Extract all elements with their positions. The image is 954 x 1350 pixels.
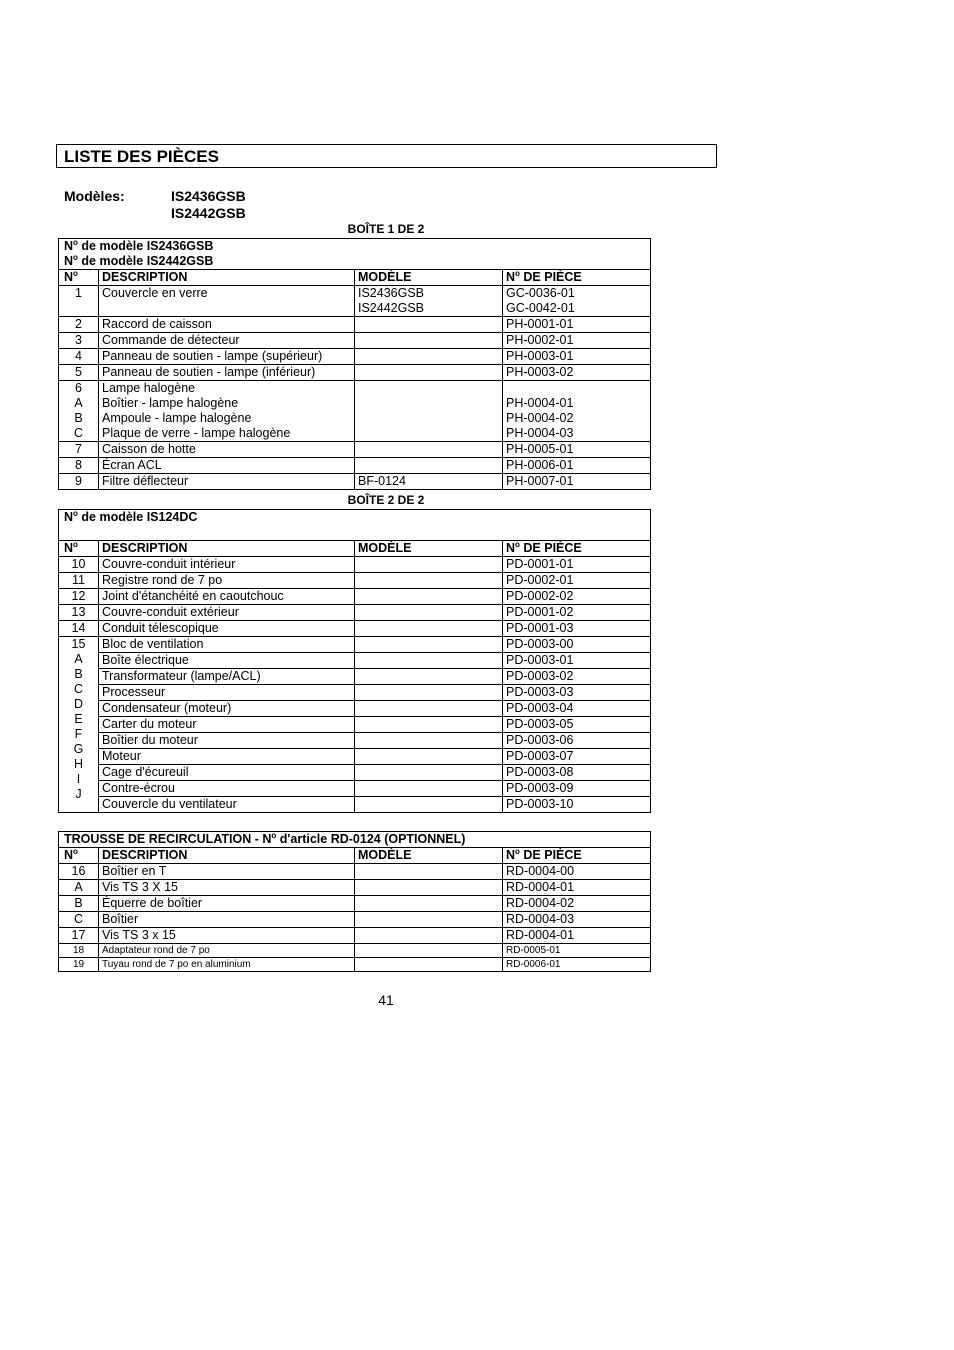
row-number-line: F — [74, 727, 83, 741]
table-row — [59, 442, 651, 458]
row-number-group — [59, 637, 99, 813]
row-part-number: RD-0004-03 — [503, 912, 651, 928]
models-label: Modèles: — [64, 188, 125, 204]
recirc-header-row — [59, 832, 651, 848]
row-model — [355, 880, 503, 896]
col-header-description: DESCRIPTION — [99, 270, 355, 286]
table-row — [59, 557, 651, 573]
superscript-o: o — [73, 540, 78, 549]
table-row — [59, 349, 651, 365]
col-header-model: MODÈLE — [355, 270, 503, 286]
row-part-number: PD-0003-10 — [503, 797, 651, 813]
superscript-o: o — [515, 269, 520, 278]
table-row — [59, 880, 651, 896]
row-model — [355, 381, 503, 442]
row-number — [59, 381, 99, 442]
col-header-part-number — [503, 270, 651, 286]
row-part-number: RD-0004-01 — [503, 928, 651, 944]
row-description: Conduit télescopique — [99, 621, 355, 637]
table-row — [59, 912, 651, 928]
box1-label: BOÎTE 1 DE 2 — [347, 222, 425, 236]
row-description: Couvre-conduit extérieur — [99, 605, 355, 621]
row-part-number — [503, 317, 651, 333]
row-model — [355, 717, 503, 733]
row-description — [99, 365, 355, 381]
row-part-number: PD-0003-00 — [503, 637, 651, 653]
page-number: 41 — [378, 992, 394, 1008]
row-model-line — [358, 365, 502, 380]
table-row — [59, 573, 651, 589]
row-part-number: PD-0003-01 — [503, 653, 651, 669]
col-header-part-number — [503, 848, 651, 864]
row-part-number: RD-0004-02 — [503, 896, 651, 912]
row-description-line: Filtre déflecteur — [102, 474, 189, 488]
row-part-number: PD-0003-07 — [503, 749, 651, 765]
row-model — [355, 365, 503, 381]
model-header-line-prefix: N — [64, 510, 74, 524]
row-number-line: 14 — [71, 621, 86, 635]
table-row — [59, 765, 651, 781]
table-row — [59, 653, 651, 669]
row-part-number-line: PH-0004-02 — [506, 411, 574, 425]
table-row — [59, 928, 651, 944]
col-no-label: N — [64, 848, 74, 862]
model-header-row — [59, 510, 651, 541]
row-number — [59, 333, 99, 349]
row-description: Contre-écrou — [99, 781, 355, 797]
row-model — [355, 458, 503, 474]
table-row — [59, 365, 651, 381]
table-row — [59, 605, 651, 621]
row-description-line: Caisson de hotte — [102, 442, 196, 456]
row-model — [355, 797, 503, 813]
recirc-header-line — [64, 832, 650, 847]
row-number: 18 — [59, 944, 99, 958]
superscript-o: o — [271, 831, 277, 840]
col-header-description: DESCRIPTION — [99, 848, 355, 864]
row-description: Boîtier du moteur — [99, 733, 355, 749]
row-description: Joint d'étanchéité en caoutchouc — [99, 589, 355, 605]
col-header-no — [59, 270, 99, 286]
table-row — [59, 864, 651, 880]
row-description: Bloc de ventilation — [99, 637, 355, 653]
row-number-line: 12 — [71, 589, 86, 603]
row-model — [355, 589, 503, 605]
row-number-line: 15 — [71, 637, 86, 651]
parts-table-recirculation — [58, 831, 651, 972]
row-model — [355, 474, 503, 490]
row-model-line — [358, 458, 502, 473]
row-part-number: PD-0003-06 — [503, 733, 651, 749]
row-model — [355, 605, 503, 621]
row-number-line: 9 — [75, 474, 82, 488]
model-header-line — [64, 239, 650, 254]
col-header-description: DESCRIPTION — [99, 541, 355, 557]
row-number-line: 11 — [72, 573, 85, 587]
model-name: IS2442GSB — [171, 205, 246, 221]
row-part-number — [503, 286, 651, 317]
row-number-line: A — [74, 652, 83, 666]
row-model-line — [358, 381, 502, 396]
row-model — [355, 621, 503, 637]
superscript-o: o — [73, 269, 78, 278]
row-number: B — [59, 896, 99, 912]
row-part-number — [503, 474, 651, 490]
row-part-number-line: PH-0005-01 — [506, 442, 574, 456]
row-part-number — [503, 458, 651, 474]
row-part-number-line — [506, 381, 650, 396]
row-number — [59, 573, 99, 589]
row-model — [355, 653, 503, 669]
row-description: Registre rond de 7 po — [99, 573, 355, 589]
model-header-line-prefix: N — [64, 239, 74, 253]
row-model — [355, 669, 503, 685]
row-part-number — [503, 365, 651, 381]
row-description: Boîtier en T — [99, 864, 355, 880]
table-header-row — [59, 541, 651, 557]
col-part-prefix: N — [506, 541, 516, 555]
table-header-row — [59, 848, 651, 864]
superscript-o: o — [73, 847, 78, 856]
row-part-number: PD-0003-03 — [503, 685, 651, 701]
row-model — [355, 864, 503, 880]
row-number — [59, 349, 99, 365]
table-row — [59, 781, 651, 797]
row-number-line: D — [73, 697, 84, 711]
row-part-number: PD-0002-01 — [503, 573, 651, 589]
row-model — [355, 896, 503, 912]
table-row — [59, 458, 651, 474]
superscript-o: o — [73, 238, 78, 247]
row-part-number: PD-0001-03 — [503, 621, 651, 637]
col-part-prefix: N — [506, 270, 516, 284]
row-description — [99, 349, 355, 365]
row-part-number — [503, 349, 651, 365]
page-title: LISTE DES PIÈCES — [64, 147, 219, 166]
row-part-number-line: GC-0042-01 — [506, 301, 575, 315]
row-part-number-line: PH-0002-01 — [506, 333, 574, 347]
recirc-header-cell — [59, 832, 651, 848]
col-part-text: DE PIÈCE — [519, 848, 582, 862]
row-number-line: A — [74, 396, 83, 410]
row-number — [59, 365, 99, 381]
table-row — [59, 286, 651, 317]
row-number-line: 8 — [75, 458, 82, 472]
row-number — [59, 474, 99, 490]
row-description: Couvre-conduit intérieur — [99, 557, 355, 573]
row-number-line: 7 — [75, 442, 82, 456]
row-number-line: 13 — [71, 605, 86, 619]
row-number-line: B — [74, 411, 83, 425]
row-part-number: PD-0003-09 — [503, 781, 651, 797]
row-model — [355, 557, 503, 573]
col-header-part-number — [503, 541, 651, 557]
row-number-line: E — [74, 712, 83, 726]
parts-table-box1 — [58, 238, 651, 490]
col-header-no — [59, 848, 99, 864]
row-part-number-line: GC-0036-01 — [506, 286, 575, 300]
row-number — [59, 286, 99, 317]
col-header-no — [59, 541, 99, 557]
row-description-line: Ampoule - lampe halogène — [102, 411, 252, 425]
row-description — [99, 474, 355, 490]
row-part-number — [503, 381, 651, 442]
row-part-number: RD-0004-01 — [503, 880, 651, 896]
table-header-row — [59, 270, 651, 286]
row-part-number: PD-0003-04 — [503, 701, 651, 717]
row-description — [99, 286, 355, 317]
recirc-header-line-text: d'article RD-0124 (OPTIONNEL) — [276, 832, 466, 846]
superscript-o: o — [515, 847, 520, 856]
title-box — [56, 144, 717, 168]
row-model — [355, 701, 503, 717]
row-description-line: Panneau de soutien - lampe (inférieur) — [102, 365, 316, 379]
row-part-number-line: PH-0001-01 — [506, 317, 574, 331]
row-model — [355, 781, 503, 797]
row-part-number — [503, 333, 651, 349]
row-number: C — [59, 912, 99, 928]
table-row — [59, 944, 651, 958]
model-header-row — [59, 239, 651, 270]
row-description: Cage d'écureuil — [99, 765, 355, 781]
row-number-line: I — [76, 772, 81, 786]
row-description: Vis TS 3 X 15 — [99, 880, 355, 896]
superscript-o: o — [73, 509, 78, 518]
row-part-number: RD-0006-01 — [503, 958, 651, 972]
row-model — [355, 765, 503, 781]
row-description: Carter du moteur — [99, 717, 355, 733]
row-number-line: C — [73, 426, 84, 440]
row-model — [355, 286, 503, 317]
col-header-model: MODÈLE — [355, 848, 503, 864]
table-row — [59, 381, 651, 442]
row-description-line: Couvercle en verre — [102, 286, 208, 300]
row-description — [99, 458, 355, 474]
row-model — [355, 637, 503, 653]
row-number — [59, 589, 99, 605]
superscript-o: o — [515, 540, 520, 549]
model-header-line-text: de modèle IS124DC — [77, 510, 198, 524]
table-row — [59, 733, 651, 749]
row-part-number-line: PH-0004-03 — [506, 426, 574, 440]
table-row — [59, 621, 651, 637]
row-description — [99, 381, 355, 442]
row-model — [355, 912, 503, 928]
row-part-number — [503, 442, 651, 458]
row-number — [59, 557, 99, 573]
row-model — [355, 317, 503, 333]
row-model-line — [358, 349, 502, 364]
table-row — [59, 717, 651, 733]
row-description — [99, 442, 355, 458]
row-model — [355, 749, 503, 765]
model-header-cell — [59, 239, 651, 270]
row-model-line — [358, 442, 502, 457]
row-model-line: IS2436GSB — [358, 286, 425, 300]
row-description-line: Boîtier - lampe halogène — [102, 396, 239, 410]
row-part-number-line: PH-0003-02 — [506, 365, 574, 379]
row-part-number-line: PH-0007-01 — [506, 474, 574, 488]
row-number-line: 1 — [75, 286, 82, 300]
recirc-header-line-prefix: TROUSSE DE RECIRCULATION - N — [64, 832, 272, 846]
table-row — [59, 685, 651, 701]
row-number-line: 2 — [75, 317, 82, 331]
row-model — [355, 928, 503, 944]
row-model — [355, 958, 503, 972]
row-description: Boîte électrique — [99, 653, 355, 669]
row-number: 16 — [59, 864, 99, 880]
row-description: Processeur — [99, 685, 355, 701]
row-part-number-line: PH-0006-01 — [506, 458, 574, 472]
model-header-line — [64, 254, 650, 269]
row-model-line — [358, 317, 502, 332]
row-number — [59, 605, 99, 621]
table-row — [59, 669, 651, 685]
model-header-line — [64, 510, 650, 525]
row-part-number-line: PH-0004-01 — [506, 396, 574, 410]
row-description: Tuyau rond de 7 po en aluminium — [99, 958, 355, 972]
table-row — [59, 896, 651, 912]
row-description: Vis TS 3 x 15 — [99, 928, 355, 944]
row-number-line: 4 — [75, 349, 82, 363]
table-row — [59, 797, 651, 813]
row-description-line: Plaque de verre - lampe halogène — [102, 426, 291, 440]
superscript-o: o — [73, 252, 78, 262]
row-description-line: Commande de détecteur — [102, 333, 240, 347]
row-number-line: G — [73, 742, 84, 756]
model-header-line-text: de modèle IS2442GSB — [77, 254, 214, 268]
row-part-number: RD-0004-00 — [503, 864, 651, 880]
row-description: Moteur — [99, 749, 355, 765]
row-description-line: Écran ACL — [102, 458, 162, 472]
col-no-label: N — [64, 541, 74, 555]
row-model — [355, 333, 503, 349]
row-number-line: 5 — [75, 365, 82, 379]
row-number-line: 6 — [75, 381, 82, 395]
row-number-line: 3 — [75, 333, 82, 347]
row-number — [59, 458, 99, 474]
row-description — [99, 333, 355, 349]
row-number-line: J — [75, 787, 82, 801]
row-part-number: RD-0005-01 — [503, 944, 651, 958]
row-number — [59, 317, 99, 333]
row-description: Équerre de boîtier — [99, 896, 355, 912]
box2-label: BOÎTE 2 DE 2 — [347, 493, 425, 507]
row-description — [99, 317, 355, 333]
row-number-line: C — [73, 682, 84, 696]
row-model — [355, 685, 503, 701]
col-header-model: MODÈLE — [355, 541, 503, 557]
row-model — [355, 349, 503, 365]
table-row — [59, 474, 651, 490]
row-number: 19 — [59, 958, 99, 972]
table-row — [59, 317, 651, 333]
row-model — [355, 944, 503, 958]
table-row — [59, 637, 651, 653]
col-no-label: N — [64, 270, 74, 284]
row-model — [355, 442, 503, 458]
row-part-number: PD-0002-02 — [503, 589, 651, 605]
row-model — [355, 573, 503, 589]
model-header-cell — [59, 510, 651, 541]
row-model-line — [358, 333, 502, 348]
row-number — [59, 442, 99, 458]
row-number — [59, 621, 99, 637]
row-part-number: PD-0003-08 — [503, 765, 651, 781]
row-number-line: 10 — [71, 557, 86, 571]
table-row — [59, 333, 651, 349]
col-part-text: DE PIÈCE — [519, 541, 582, 555]
row-number-line: H — [73, 757, 84, 771]
row-part-number: PD-0003-02 — [503, 669, 651, 685]
row-number-line: B — [74, 667, 83, 681]
table-row — [59, 589, 651, 605]
parts-table-box2 — [58, 509, 651, 813]
model-header-line-prefix: N — [64, 254, 74, 268]
row-description: Boîtier — [99, 912, 355, 928]
row-description: Couvercle du ventilateur — [99, 797, 355, 813]
model-header-line-text: de modèle IS2436GSB — [77, 239, 214, 253]
table-row — [59, 701, 651, 717]
row-model — [355, 733, 503, 749]
table-row — [59, 749, 651, 765]
row-description: Transformateur (lampe/ACL) — [99, 669, 355, 685]
table-row — [59, 958, 651, 972]
row-part-number: PD-0001-02 — [503, 605, 651, 621]
row-description: Adaptateur rond de 7 po — [99, 944, 355, 958]
row-description-line: Raccord de caisson — [102, 317, 212, 331]
row-description-line: Lampe halogène — [102, 381, 196, 395]
model-name: IS2436GSB — [171, 188, 246, 204]
row-description: Condensateur (moteur) — [99, 701, 355, 717]
row-number: 17 — [59, 928, 99, 944]
row-part-number: PD-0001-01 — [503, 557, 651, 573]
col-part-text: DE PIÈCE — [519, 270, 582, 284]
col-part-prefix: N — [506, 848, 516, 862]
row-number: A — [59, 880, 99, 896]
row-part-number-line: PH-0003-01 — [506, 349, 574, 363]
row-description-line: Panneau de soutien - lampe (supérieur) — [102, 349, 323, 363]
row-part-number: PD-0003-05 — [503, 717, 651, 733]
row-model-line: BF-0124 — [358, 474, 406, 488]
row-model-line: IS2442GSB — [358, 301, 425, 315]
